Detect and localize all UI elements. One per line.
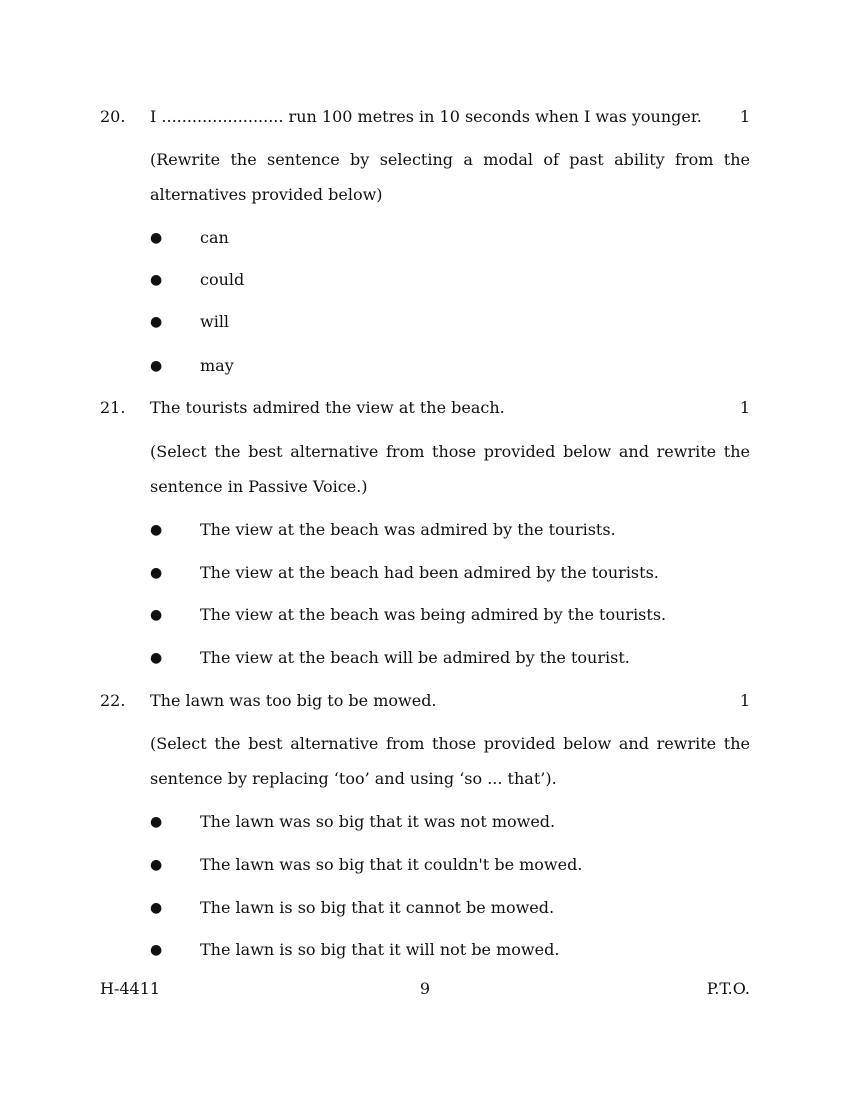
question-text: The lawn was too big to be mowed. (150, 691, 437, 710)
bullet-icon: ● (150, 900, 163, 916)
option-text: The lawn was so big that it was not mowed. (200, 812, 556, 831)
bullet-icon: ● (150, 650, 163, 666)
bullet-icon: ● (150, 272, 163, 288)
question-number: 21. (100, 398, 126, 417)
bullet-icon: ● (150, 314, 163, 330)
option-text: The lawn is so big that it cannot be mowed. (200, 898, 555, 917)
question-text: I ........................ run 100 metres in 10 seconds when I was younger. (150, 107, 702, 126)
option-text: could (200, 270, 245, 289)
bullet-icon: ● (150, 942, 163, 958)
question-instruction: (Rewrite the sentence by selecting a modal of past ability from the (150, 150, 750, 169)
question-number: 22. (100, 691, 126, 710)
please-turn-over: P.T.O. (706, 979, 750, 998)
question-number: 20. (100, 107, 126, 126)
bullet-icon: ● (150, 522, 163, 538)
bullet-icon: ● (150, 857, 163, 873)
question-instruction: alternatives provided below) (150, 185, 383, 204)
bullet-icon: ● (150, 565, 163, 581)
option-text: The view at the beach had been admired by the tourists. (200, 563, 659, 582)
option-text: can (200, 228, 229, 247)
page-number: 9 (419, 979, 431, 998)
bullet-icon: ● (150, 230, 163, 246)
question-marks: 1 (739, 691, 750, 710)
option-text: The lawn was so big that it couldn't be mowed. (200, 855, 583, 874)
option-text: will (200, 312, 230, 331)
question-instruction: sentence in Passive Voice.) (150, 477, 368, 496)
option-text: The lawn is so big that it will not be mowed. (200, 940, 560, 959)
question-text: The tourists admired the view at the beach. (150, 398, 505, 417)
question-instruction: (Select the best alternative from those provided below and rewrite the (150, 734, 750, 753)
question-marks: 1 (739, 398, 750, 417)
option-text: may (200, 356, 234, 375)
paper-code: H-4411 (100, 979, 161, 998)
bullet-icon: ● (150, 607, 163, 623)
question-marks: 1 (739, 107, 750, 126)
question-instruction: sentence by replacing ‘too’ and using ‘so ... that’). (150, 769, 557, 788)
option-text: The view at the beach was being admired by the tourists. (200, 605, 667, 624)
question-instruction: (Select the best alternative from those provided below and rewrite the (150, 442, 750, 461)
option-text: The view at the beach was admired by the tourists. (200, 520, 616, 539)
bullet-icon: ● (150, 814, 163, 830)
option-text: The view at the beach will be admired by the tourist. (200, 648, 630, 667)
bullet-icon: ● (150, 358, 163, 374)
